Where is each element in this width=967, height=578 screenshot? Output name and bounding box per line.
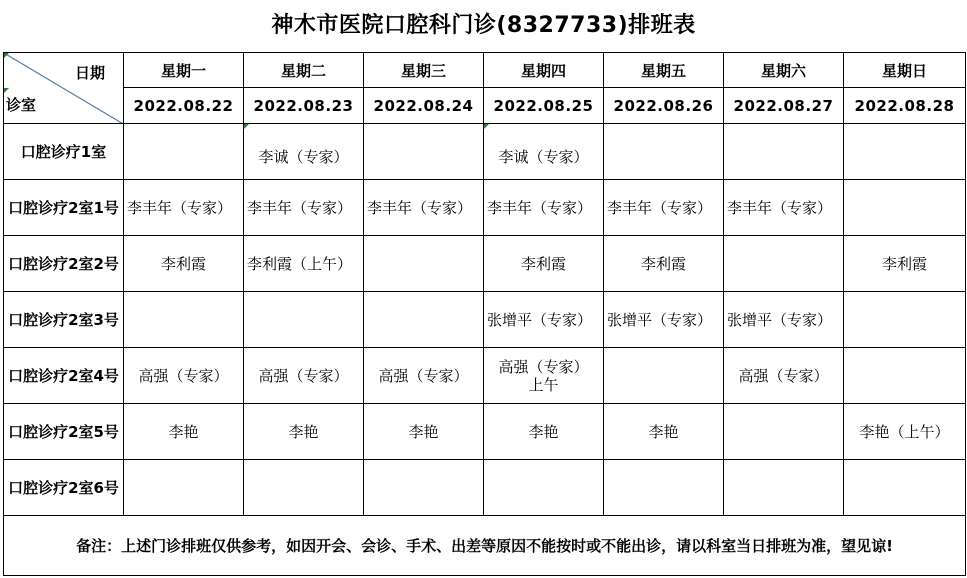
table-row bbox=[4, 348, 966, 404]
schedule-cell[interactable] bbox=[844, 348, 966, 404]
day-header-wed: 星期三 bbox=[364, 53, 484, 88]
room-label: 口腔诊疗2室2号 bbox=[4, 236, 124, 292]
schedule-cell[interactable]: 李利霞（上午） bbox=[244, 236, 364, 292]
schedule-cell[interactable] bbox=[244, 292, 364, 348]
doctor-name: 高强（专家） bbox=[498, 357, 589, 376]
schedule-cell[interactable] bbox=[124, 460, 244, 516]
schedule-table bbox=[3, 52, 966, 576]
date-fri: 2022.08.26 bbox=[604, 88, 724, 124]
schedule-cell[interactable]: 张增平（专家） bbox=[724, 292, 844, 348]
date-mon: 2022.08.22 bbox=[124, 88, 244, 124]
date-sun: 2022.08.28 bbox=[844, 88, 966, 124]
schedule-cell[interactable]: 李丰年（专家） bbox=[724, 180, 844, 236]
schedule-cell[interactable] bbox=[844, 460, 966, 516]
schedule-cell[interactable]: 李艳 bbox=[364, 404, 484, 460]
comment-marker bbox=[484, 124, 489, 129]
schedule-cell[interactable] bbox=[724, 124, 844, 180]
schedule-cell[interactable]: 李艳（上午） bbox=[844, 404, 966, 460]
schedule-cell[interactable] bbox=[604, 460, 724, 516]
day-header-mon: 星期一 bbox=[124, 53, 244, 88]
corner-label-room: 诊室 bbox=[6, 96, 37, 114]
schedule-cell[interactable]: 高强（专家） bbox=[244, 348, 364, 404]
schedule-cell[interactable]: 李丰年（专家） bbox=[604, 180, 724, 236]
schedule-cell[interactable] bbox=[244, 460, 364, 516]
corner-label-date: 日期 bbox=[74, 64, 105, 82]
schedule-cell[interactable]: 李艳 bbox=[604, 404, 724, 460]
schedule-cell[interactable] bbox=[724, 460, 844, 516]
comment-marker bbox=[244, 124, 249, 129]
schedule-cell[interactable] bbox=[724, 404, 844, 460]
schedule-cell[interactable]: 李丰年（专家） bbox=[364, 180, 484, 236]
corner-header-cell bbox=[4, 53, 124, 124]
schedule-cell[interactable]: 李艳 bbox=[484, 404, 604, 460]
schedule-cell[interactable]: 李艳 bbox=[124, 404, 244, 460]
date-thu: 2022.08.25 bbox=[484, 88, 604, 124]
doctor-name: 李诚（专家） bbox=[258, 148, 349, 166]
note-row bbox=[4, 516, 966, 576]
schedule-cell[interactable] bbox=[364, 460, 484, 516]
schedule-cell[interactable] bbox=[364, 292, 484, 348]
schedule-cell[interactable]: 李利霞 bbox=[844, 236, 966, 292]
schedule-cell[interactable]: 李利霞 bbox=[484, 236, 604, 292]
schedule-cell[interactable] bbox=[604, 348, 724, 404]
doctor-name: 李诚（专家） bbox=[498, 148, 589, 166]
table-row bbox=[4, 292, 966, 348]
day-header-sat: 星期六 bbox=[724, 53, 844, 88]
schedule-cell[interactable] bbox=[124, 124, 244, 180]
day-header-thu: 星期四 bbox=[484, 53, 604, 88]
schedule-cell[interactable]: 李丰年（专家） bbox=[484, 180, 604, 236]
schedule-cell[interactable]: 李丰年（专家） bbox=[244, 180, 364, 236]
date-tue: 2022.08.23 bbox=[244, 88, 364, 124]
schedule-cell[interactable] bbox=[364, 124, 484, 180]
table-row bbox=[4, 124, 966, 180]
shift-note: 上午 bbox=[528, 375, 559, 394]
schedule-cell[interactable]: 高强（专家） bbox=[124, 348, 244, 404]
schedule-cell[interactable]: 高强（专家） bbox=[364, 348, 484, 404]
schedule-cell[interactable] bbox=[484, 348, 604, 404]
room-label: 口腔诊疗2室3号 bbox=[4, 292, 124, 348]
schedule-cell[interactable] bbox=[844, 292, 966, 348]
room-label: 口腔诊疗2室6号 bbox=[4, 460, 124, 516]
schedule-cell[interactable] bbox=[724, 236, 844, 292]
schedule-cell[interactable] bbox=[124, 292, 244, 348]
room-label: 口腔诊疗2室5号 bbox=[4, 404, 124, 460]
day-header-row bbox=[4, 53, 966, 88]
schedule-note: 备注：上述门诊排班仅供参考，如因开会、会诊、手术、出差等原因不能按时或不能出诊，请以科室当日排班为准，望见谅! bbox=[4, 516, 966, 576]
date-sat: 2022.08.27 bbox=[724, 88, 844, 124]
table-row bbox=[4, 180, 966, 236]
schedule-cell[interactable]: 李艳 bbox=[244, 404, 364, 460]
schedule-cell[interactable]: 李丰年（专家） bbox=[124, 180, 244, 236]
table-row bbox=[4, 404, 966, 460]
table-row bbox=[4, 236, 966, 292]
room-label: 口腔诊疗2室1号 bbox=[4, 180, 124, 236]
schedule-cell[interactable]: 张增平（专家） bbox=[604, 292, 724, 348]
schedule-cell[interactable] bbox=[484, 460, 604, 516]
table-row bbox=[4, 460, 966, 516]
day-header-sun: 星期日 bbox=[844, 53, 966, 88]
schedule-cell[interactable]: 李利霞 bbox=[124, 236, 244, 292]
day-header-tue: 星期二 bbox=[244, 53, 364, 88]
schedule-cell[interactable] bbox=[364, 236, 484, 292]
schedule-cell[interactable] bbox=[484, 124, 604, 180]
schedule-cell[interactable]: 高强（专家） bbox=[724, 348, 844, 404]
schedule-cell[interactable]: 张增平（专家） bbox=[484, 292, 604, 348]
date-header-row bbox=[4, 88, 966, 124]
schedule-cell[interactable] bbox=[604, 124, 724, 180]
date-wed: 2022.08.24 bbox=[364, 88, 484, 124]
schedule-cell[interactable] bbox=[844, 180, 966, 236]
room-label: 口腔诊疗1室 bbox=[4, 124, 124, 180]
day-header-fri: 星期五 bbox=[604, 53, 724, 88]
room-label: 口腔诊疗2室4号 bbox=[4, 348, 124, 404]
schedule-cell[interactable] bbox=[844, 124, 966, 180]
schedule-title: 神木市医院口腔科门诊(8327733)排班表 bbox=[271, 13, 696, 38]
schedule-cell[interactable] bbox=[244, 124, 364, 180]
schedule-cell[interactable]: 李利霞 bbox=[604, 236, 724, 292]
